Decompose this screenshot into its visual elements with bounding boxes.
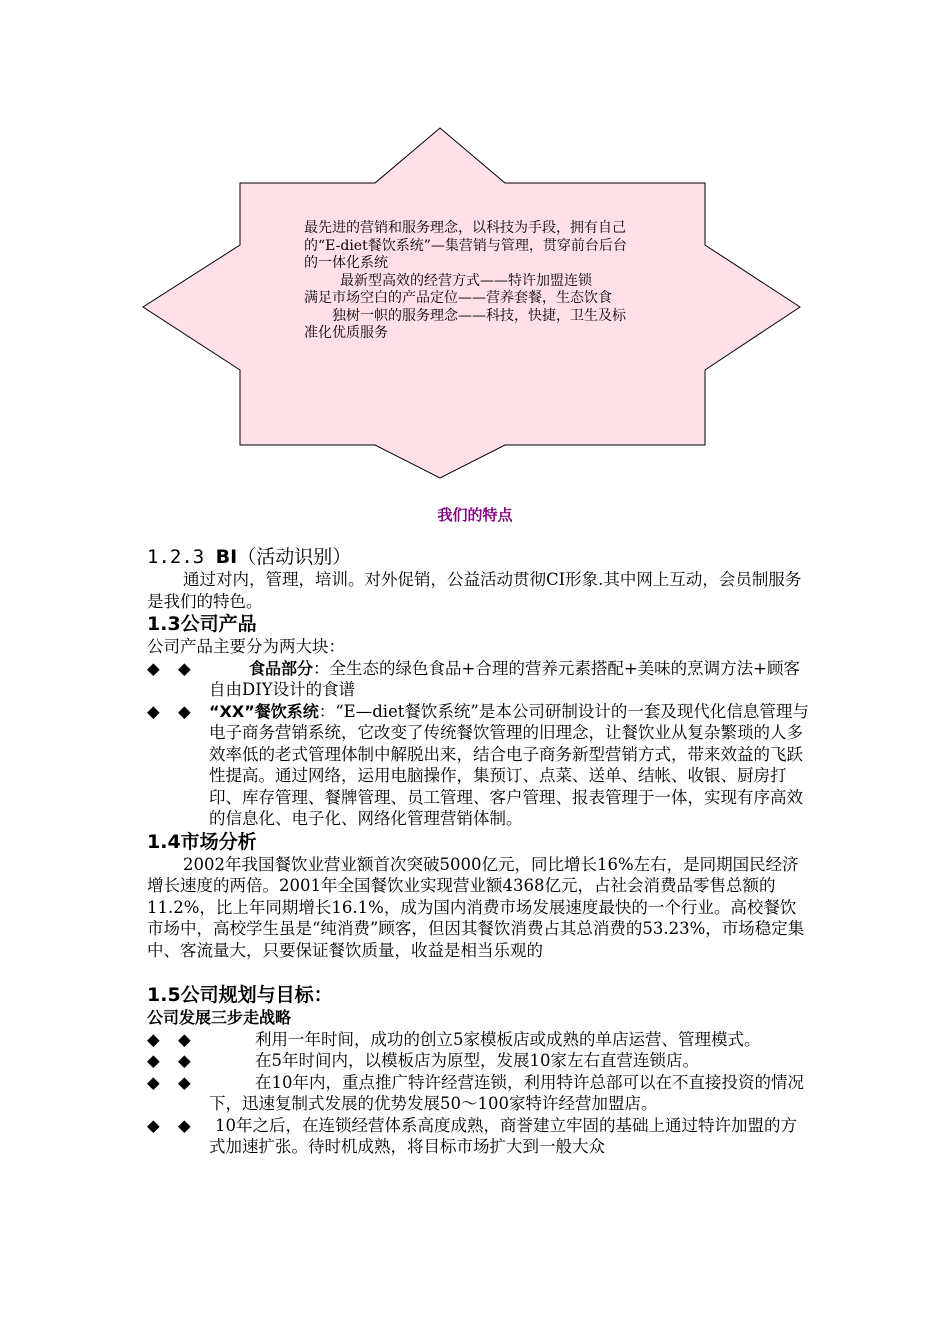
list-item: ◆ ◆ 利用一年时间，成功的创立5家模板店或成熟的单店运营、管理模式。 — [147, 1029, 761, 1049]
list-item: ◆ ◆ 10年之后，在连锁经营体系高度成熟，商誉建立牢固的基础上通过特许加盟的方式加速扩张。待时机成熟，将目标市场扩大到一般大众 — [147, 1115, 797, 1156]
feature-line: 独树一帜的服务理念——科技，快捷，卫生及标准化优质服务 — [304, 307, 626, 341]
bi-text: 通过对内，管理，培训。对外促销，公益活动贯彻CI形象.其中网上互动，会员制服务是我们的特色。 — [147, 570, 802, 611]
heading-plan: 1.5公司规划与目标： — [147, 984, 333, 1006]
list-item: ◆ ◆ 食品部分：全生态的绿色食品+合理的营养元素搭配+美味的烹调方法+顾客自由DIY设计的食谱 — [147, 658, 800, 699]
market-text: 2002年我国餐饮业营业额首次突破5000亿元，同比增长16%左右，是同期国民经济增长速度的两倍。2001年全国餐饮业实现营业额4368亿元，占社会消费品零售总额的11.2%，比上年同期增长16.1%，成为国内消费市场发展速度最快的一个行业。高校餐饮市场中，高校学生虽是“纯消费”顾客，但因其餐饮消费占其总消费的53.23%，市场稳定集中、客流量大，只要保证餐饮质量，收益是相当乐观的 — [147, 854, 805, 960]
figure-caption: 我们的特点 — [437, 506, 513, 524]
heading-bi: 1.2.3 BI（活动识别） — [147, 546, 352, 568]
list-item: ◆ ◆ 在10年内，重点推广特许经营连锁，利用特许总部可以在不直接投资的情况下，迅速复制式发展的优势发展50～100家特许经营加盟店。 — [147, 1072, 804, 1113]
plan-subheading: 公司发展三步走战略 — [147, 1008, 292, 1027]
heading-products: 1.3公司产品 — [147, 613, 257, 635]
features-text — [304, 220, 634, 343]
feature-line: 最新型高效的经营方式——特许加盟连锁 — [340, 272, 592, 289]
list-item: ◆ ◆ “XX”餐饮系统：“E—diet餐饮系统”是本公司研制设计的一套及现代化信息管理与电子商务营销系统，它改变了传统餐饮管理的旧理念，让餐饮业从复杂繁琐的人多效率低的老式管理体制中解脱出来，结合电子商务新型营销方式，带来效益的飞跃性提高。通过网络，运用电脑操作，集预订、点菜、送单、结帐、收银、厨房打印、库存管理、餐牌管理、员工管理、客户管理、报表管理于一体，实现有序高效的信息化、电子化、网络化管理营销体制。 — [147, 701, 809, 828]
list-item: ◆ ◆ 在5年时间内，以模板店为原型，发展10家左右直营连锁店。 — [147, 1051, 699, 1070]
feature-line: 满足市场空白的产品定位——营养套餐，生态饮食 — [304, 290, 612, 306]
products-intro: 公司产品主要分为两大块： — [147, 637, 345, 656]
heading-market: 1.4市场分析 — [147, 830, 257, 853]
feature-line: 最先进的营销和服务理念，以科技为手段，拥有自己的“E-diet餐饮系统”—集营销与管理，贯穿前台后台的一体化系统 — [304, 220, 627, 271]
